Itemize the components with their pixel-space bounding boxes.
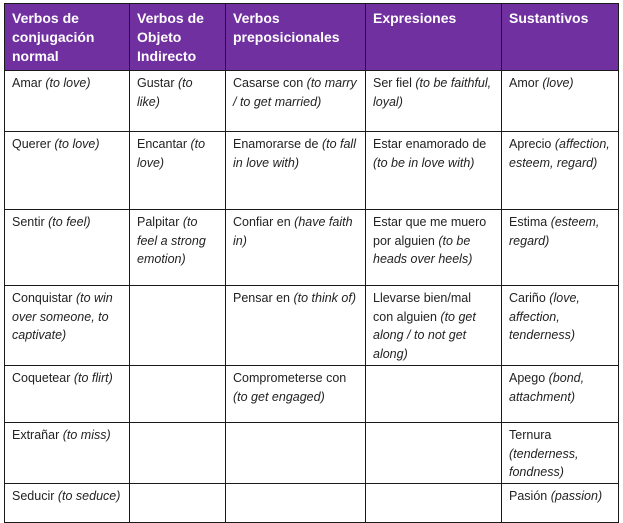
term: Cariño xyxy=(509,291,550,305)
table-cell xyxy=(502,483,619,522)
translation: (to love) xyxy=(45,76,91,90)
table-cell xyxy=(5,422,130,483)
translation: (to be in love with) xyxy=(373,155,475,170)
table-row xyxy=(5,210,619,286)
table-cell-empty xyxy=(130,422,226,483)
translation: (to marry / to get married) xyxy=(233,76,357,109)
table-cell-empty xyxy=(130,286,226,366)
term: Estima xyxy=(509,215,551,229)
term: Coquetear xyxy=(12,370,74,385)
table-cell xyxy=(226,71,366,132)
term: Enamorarse de xyxy=(233,137,322,151)
table-cell xyxy=(502,210,619,286)
term: Pasión xyxy=(509,488,551,503)
term: Querer xyxy=(12,137,55,151)
table-cell xyxy=(502,422,619,483)
term: Comprometerse con xyxy=(233,370,347,385)
term: Aprecio xyxy=(509,137,555,151)
term: Estar que me muero por alguien xyxy=(373,215,487,248)
term: Extrañar xyxy=(12,427,63,442)
translation: (have faith in) xyxy=(233,215,353,248)
table-cell xyxy=(5,483,130,522)
header-row xyxy=(5,4,619,71)
translation: (affection, esteem, regard) xyxy=(509,137,610,170)
vocabulary-table xyxy=(4,3,619,523)
term: Sentir xyxy=(12,215,49,229)
term: Apego xyxy=(509,370,549,385)
translation: (to miss) xyxy=(62,427,111,442)
table-cell-empty xyxy=(130,483,226,522)
translation: (passion) xyxy=(550,488,603,503)
table-cell xyxy=(366,210,502,286)
term: Llevarse bien/mal con alguien xyxy=(373,291,471,324)
table-cell xyxy=(130,71,226,132)
table-cell xyxy=(502,71,619,132)
table-cell xyxy=(502,286,619,366)
table-row xyxy=(5,365,619,422)
table-cell xyxy=(226,286,366,366)
translation: (to be heads over heels) xyxy=(373,233,473,267)
header-cell-expresiones: Expresiones xyxy=(366,4,502,71)
table-cell xyxy=(5,286,130,366)
table-cell xyxy=(366,286,502,366)
table-cell xyxy=(5,71,130,132)
term: Casarse con xyxy=(233,76,307,90)
term: Seducir xyxy=(12,488,58,503)
term: Confiar en xyxy=(233,215,295,229)
table-cell-empty xyxy=(366,365,502,422)
table-cell xyxy=(226,210,366,286)
translation: (to win over someone, to captivate) xyxy=(12,291,113,343)
header-cell-verbos-objeto-indirecto: Verbos de Objeto Indirecto xyxy=(130,4,226,71)
table-cell xyxy=(366,132,502,210)
term: Pensar en xyxy=(233,291,294,305)
table-row xyxy=(5,483,619,522)
translation: (to like) xyxy=(137,76,193,109)
translation: (to flirt) xyxy=(73,370,113,385)
term: Encantar xyxy=(137,137,191,151)
term: Ternura xyxy=(509,427,552,442)
table-cell xyxy=(226,365,366,422)
translation: (to think of) xyxy=(293,291,356,305)
header-cell-sustantivos: Sustantivos xyxy=(502,4,619,71)
table-cell-empty xyxy=(226,422,366,483)
table-cell xyxy=(5,365,130,422)
translation: (to seduce) xyxy=(57,488,121,503)
translation: (tenderness, fondness) xyxy=(509,446,579,480)
table-cell xyxy=(226,132,366,210)
translation: (to feel) xyxy=(48,215,91,229)
translation: (love) xyxy=(542,76,574,90)
translation: (to love) xyxy=(137,137,206,170)
table-cell-empty xyxy=(366,422,502,483)
table-cell xyxy=(130,210,226,286)
table-row xyxy=(5,422,619,483)
term: Amar xyxy=(12,76,46,90)
term: Conquistar xyxy=(12,291,76,305)
table-cell xyxy=(366,71,502,132)
translation: (to feel a strong emotion) xyxy=(137,215,206,267)
table-cell xyxy=(130,132,226,210)
table-row xyxy=(5,132,619,210)
translation: (to fall in love with) xyxy=(233,137,356,170)
table-cell xyxy=(502,132,619,210)
translation: (love, affection, tenderness) xyxy=(509,291,580,343)
table-cell-empty xyxy=(226,483,366,522)
table-row xyxy=(5,286,619,366)
table-cell xyxy=(5,132,130,210)
term: Ser fiel xyxy=(373,76,416,90)
translation: (to get along / to not get along) xyxy=(373,309,476,362)
translation: (to love) xyxy=(54,137,100,151)
table-cell xyxy=(5,210,130,286)
translation: (esteem, regard) xyxy=(509,215,600,248)
table-cell-empty xyxy=(366,483,502,522)
header-cell-verbos-preposicionales: Verbos preposicionales xyxy=(226,4,366,71)
term: Amor xyxy=(509,76,543,90)
term: Estar enamorado de xyxy=(373,137,487,151)
header-cell-verbos-conjugacion-normal: Verbos de conjugación normal xyxy=(5,4,130,71)
translation: (to be faithful, loyal) xyxy=(373,76,492,109)
table-cell xyxy=(502,365,619,422)
term: Gustar xyxy=(137,76,178,90)
translation: (bond, attachment) xyxy=(509,370,585,404)
table-row xyxy=(5,71,619,132)
translation: (to get engaged) xyxy=(233,389,325,404)
term: Palpitar xyxy=(137,215,183,229)
table-cell-empty xyxy=(130,365,226,422)
